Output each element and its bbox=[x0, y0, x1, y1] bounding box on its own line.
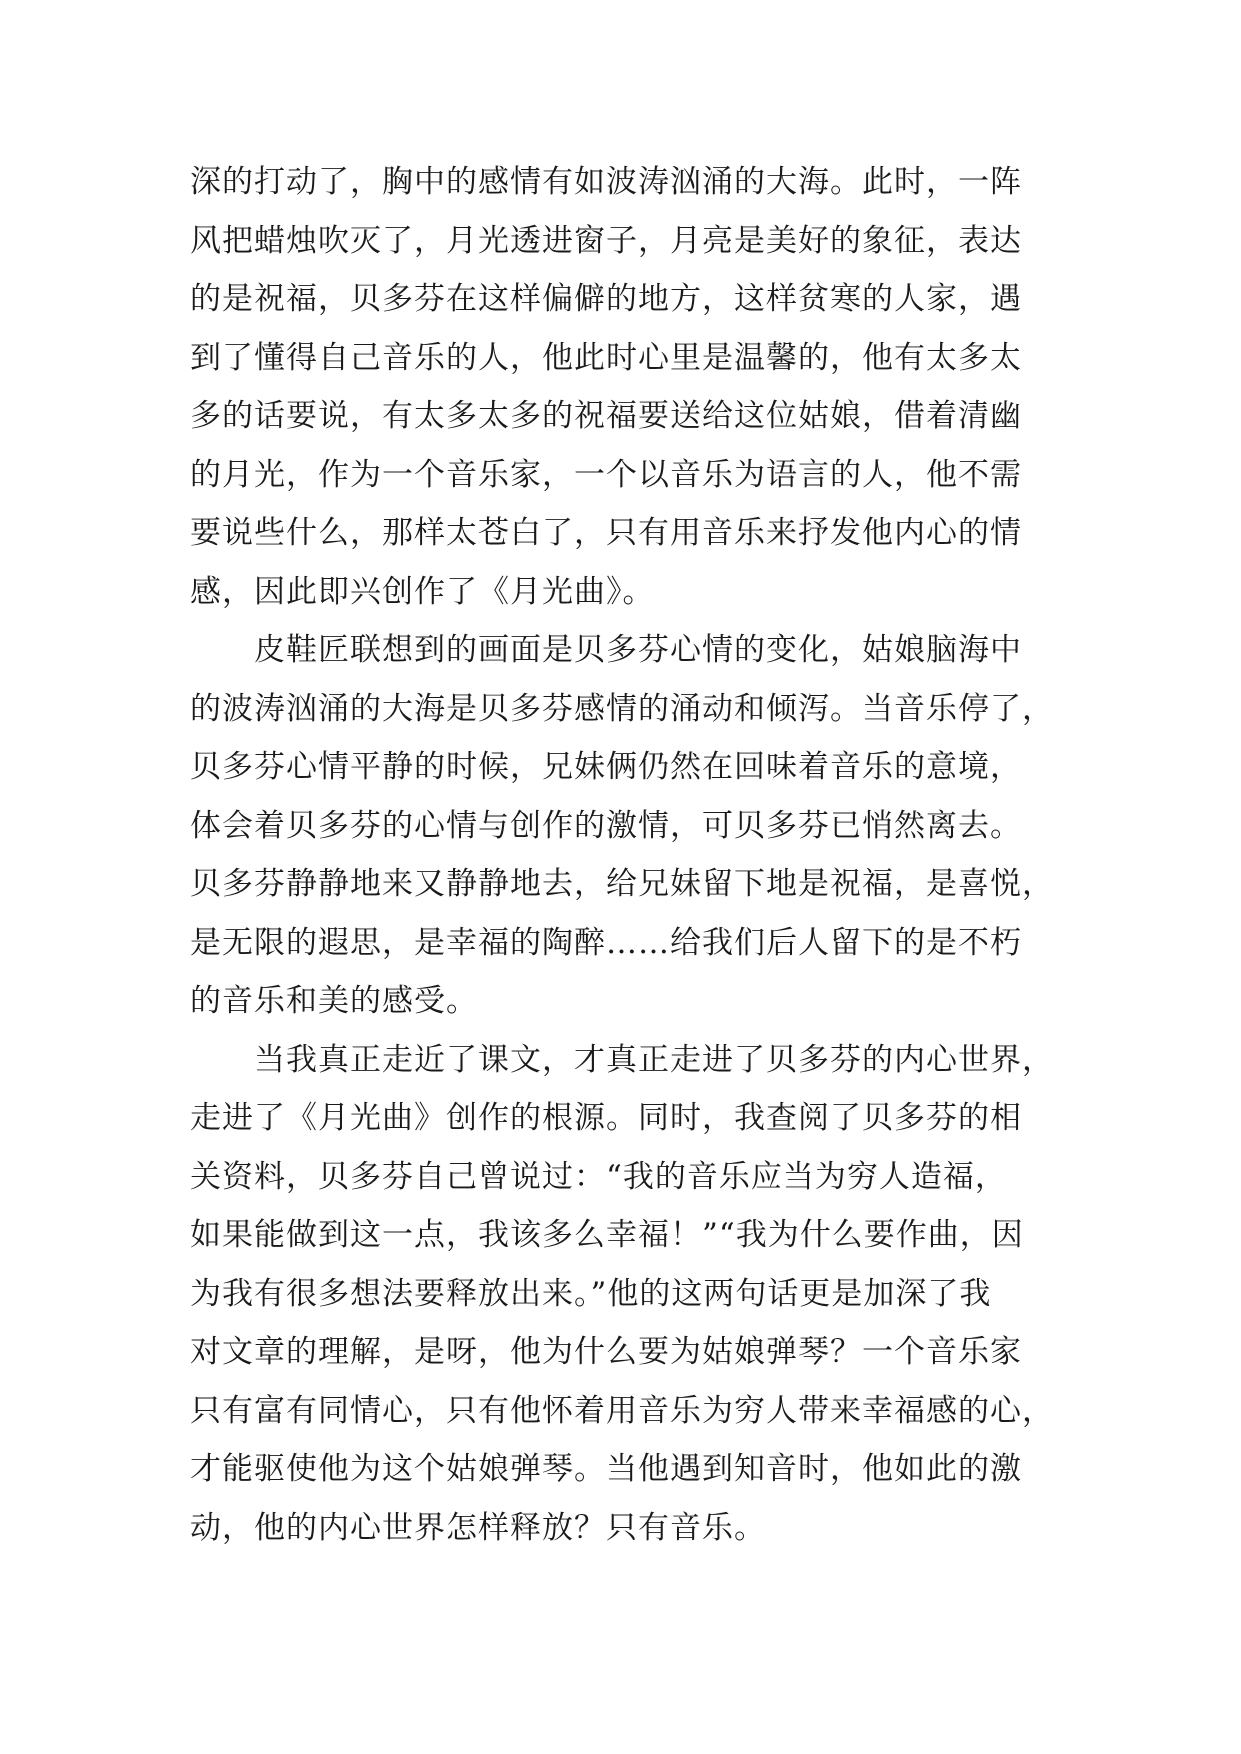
text-line: 才能驱使他为这个姑娘弹琴。当他遇到知音时，他如此的激 bbox=[190, 1451, 1022, 1487]
text-line: 当我真正走近了课文，才真正走进了贝多芬的内心世界， bbox=[190, 1041, 1054, 1078]
text-line: 的波涛汹涌的大海是贝多芬感情的涌动和倾泻。当音乐停了， bbox=[190, 690, 1054, 727]
text-line: 关资料，贝多芬自己曾说过：“我的音乐应当为穷人造福， bbox=[190, 1158, 1007, 1195]
text-line: 多的话要说，有太多太多的祝福要送给这位姑娘，借着清幽 bbox=[190, 398, 1022, 434]
text-line: 对文章的理解，是呀，他为什么要为姑娘弹琴？一个音乐家 bbox=[190, 1334, 1022, 1370]
text-line: 的是祝福，贝多芬在这样偏僻的地方，这样贫寒的人家，遇 bbox=[190, 281, 1022, 317]
text-line: 皮鞋匠联想到的画面是贝多芬心情的变化，姑娘脑海中 bbox=[190, 632, 1022, 668]
text-line: 为我有很多想法要释放出来。”他的这两句话更是加深了我 bbox=[190, 1275, 992, 1312]
text-line: 走进了《月光曲》创作的根源。同时，我查阅了贝多芬的相 bbox=[190, 1100, 1022, 1136]
text-line: 到了懂得自己音乐的人，他此时心里是温馨的，他有太多太 bbox=[190, 339, 1022, 376]
text-line: 感，因此即兴创作了《月光曲》。 bbox=[190, 573, 655, 610]
essay-body bbox=[190, 153, 1070, 1557]
text-line: 是无限的遐思，是幸福的陶醉……给我们后人留下的是不朽 bbox=[190, 924, 1022, 961]
text-line: 贝多芬静静地来又静静地去，给兄妹留下地是祝福，是喜悦， bbox=[190, 866, 1054, 902]
text-line: 的月光，作为一个音乐家，一个以音乐为语言的人，他不需 bbox=[190, 456, 1022, 493]
text-line: 只有富有同情心，只有他怀着用音乐为穷人带来幸福感的心， bbox=[190, 1392, 1054, 1429]
text-line: 体会着贝多芬的心情与创作的激情，可贝多芬已悄然离去。 bbox=[190, 807, 1022, 844]
text-line: 深的打动了，胸中的感情有如波涛汹涌的大海。此时，一阵 bbox=[190, 164, 1022, 200]
text-line: 如果能做到这一点，我该多么幸福！”“我为什么要作曲，因 bbox=[190, 1217, 1024, 1253]
text-line: 的音乐和美的感受。 bbox=[190, 983, 478, 1019]
text-line: 要说些什么，那样太苍白了，只有用音乐来抒发他内心的情 bbox=[190, 515, 1022, 551]
text-line: 动，他的内心世界怎样释放？只有音乐。 bbox=[190, 1509, 766, 1546]
text-line: 贝多芬心情平静的时候，兄妹俩仍然在回味着音乐的意境， bbox=[190, 749, 1022, 785]
text-line: 风把蜡烛吹灭了，月光透进窗子，月亮是美好的象征，表达 bbox=[190, 222, 1022, 259]
